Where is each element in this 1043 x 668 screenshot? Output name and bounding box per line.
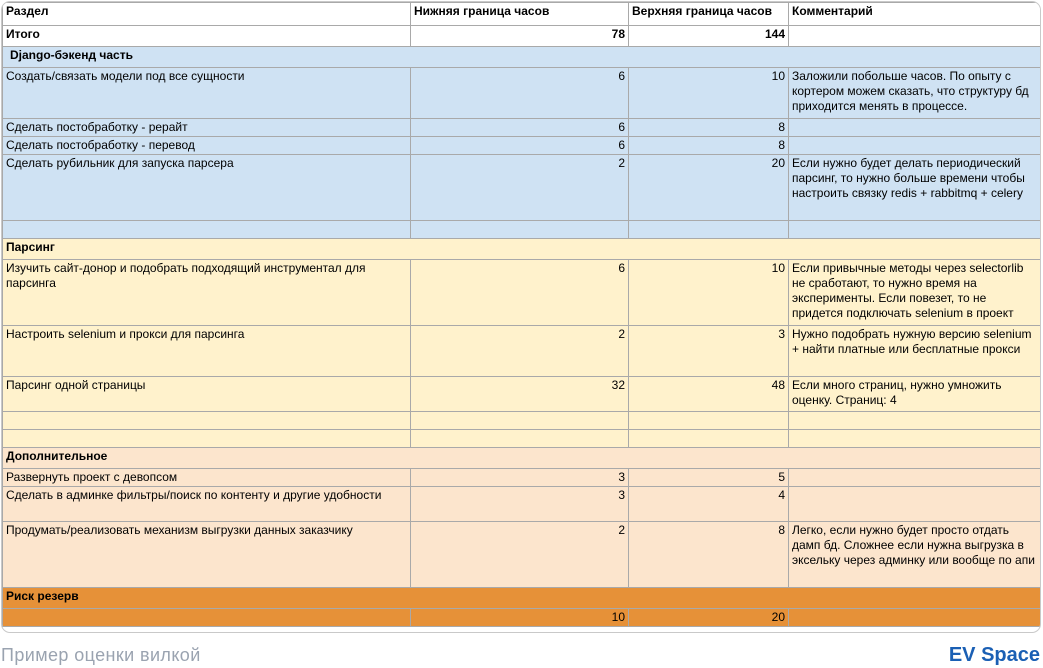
task-cell[interactable]: Настроить selenium и прокси для парсинга <box>3 326 411 377</box>
table-row <box>3 119 1042 137</box>
header-lower[interactable]: Нижняя граница часов <box>411 3 629 26</box>
lower-cell[interactable]: 2 <box>411 326 629 377</box>
section-title[interactable]: Парсинг <box>3 239 1042 260</box>
upper-cell[interactable]: 8 <box>629 522 789 588</box>
comment-cell[interactable]: Если нужно будет делать периодический парсинг, то нужно больше времени чтобы настроить связку redis + rabbitmq + celery <box>789 155 1042 221</box>
empty-cell[interactable] <box>411 412 629 430</box>
empty-cell[interactable] <box>3 412 411 430</box>
table-row <box>3 155 1042 221</box>
task-cell[interactable]: Продумать/реализовать механизм выгрузки данных заказчику <box>3 522 411 588</box>
table-row <box>3 68 1042 119</box>
header-section[interactable]: Раздел <box>3 3 411 26</box>
comment-cell[interactable]: Если привычные методы через selectorlib не сработают, то нужно время на эксперименты. Если повезет, то не придется подключать selenium в проект <box>789 260 1042 326</box>
upper-cell[interactable]: 4 <box>629 487 789 522</box>
task-cell[interactable]: Сделать постобработку - перевод <box>3 137 411 155</box>
upper-cell[interactable]: 10 <box>629 260 789 326</box>
lower-cell[interactable]: 2 <box>411 522 629 588</box>
section-title[interactable]: Риск резерв <box>3 588 1042 609</box>
section-extra-header <box>3 448 1042 469</box>
task-cell[interactable]: Развернуть проект с девопсом <box>3 469 411 487</box>
section-title[interactable]: Дополнительное <box>3 448 1042 469</box>
table-row <box>3 326 1042 377</box>
empty-cell[interactable] <box>629 412 789 430</box>
section-django-header <box>3 47 1042 68</box>
lower-cell[interactable]: 6 <box>411 137 629 155</box>
comment-cell[interactable]: Нужно подобрать нужную версию selenium + найти платные или бесплатные прокси <box>789 326 1042 377</box>
comment-cell[interactable] <box>789 119 1042 137</box>
lower-cell[interactable]: 6 <box>411 260 629 326</box>
upper-cell[interactable]: 8 <box>629 137 789 155</box>
empty-cell[interactable] <box>789 412 1042 430</box>
image-caption: Пример оценки вилкой <box>1 645 201 665</box>
lower-cell[interactable]: 32 <box>411 377 629 412</box>
total-upper[interactable]: 144 <box>629 26 789 47</box>
total-label[interactable]: Итого <box>3 26 411 47</box>
estimate-spreadsheet <box>1 1 1041 633</box>
total-lower[interactable]: 78 <box>411 26 629 47</box>
section-title[interactable]: Django-бэкенд часть <box>3 47 1042 68</box>
comment-cell[interactable] <box>789 609 1042 627</box>
comment-cell[interactable]: Заложили побольше часов. По опыту с кортером можем сказать, что структуру бд приходится менять в процессе. <box>789 68 1042 119</box>
task-cell[interactable]: Сделать в админке фильтры/поиск по контенту и другие удобности <box>3 487 411 522</box>
table-row <box>3 469 1042 487</box>
table-row <box>3 260 1042 326</box>
comment-cell[interactable] <box>789 469 1042 487</box>
upper-cell[interactable]: 48 <box>629 377 789 412</box>
table-row <box>3 377 1042 412</box>
lower-cell[interactable]: 3 <box>411 487 629 522</box>
comment-cell[interactable]: Если много страниц, нужно умножить оценку. Страниц: 4 <box>789 377 1042 412</box>
empty-cell[interactable] <box>411 221 629 239</box>
brand-logo: EV Space <box>948 644 1040 666</box>
empty-cell[interactable] <box>3 221 411 239</box>
lower-cell[interactable]: 2 <box>411 155 629 221</box>
task-cell[interactable]: Изучить сайт-донор и подобрать подходящий инструментал для парсинга <box>3 260 411 326</box>
task-cell[interactable] <box>3 609 411 627</box>
upper-cell[interactable]: 10 <box>629 68 789 119</box>
upper-cell[interactable]: 20 <box>629 155 789 221</box>
header-upper[interactable]: Верхняя граница часов <box>629 3 789 26</box>
lower-cell[interactable]: 10 <box>411 609 629 627</box>
empty-cell[interactable] <box>411 430 629 448</box>
upper-cell[interactable]: 5 <box>629 469 789 487</box>
table-row <box>3 137 1042 155</box>
empty-row <box>3 221 1042 239</box>
empty-cell[interactable] <box>629 221 789 239</box>
section-risk-header <box>3 588 1042 609</box>
header-comment[interactable]: Комментарий <box>789 3 1042 26</box>
empty-cell[interactable] <box>629 430 789 448</box>
comment-cell[interactable] <box>789 137 1042 155</box>
total-row <box>3 26 1042 47</box>
empty-cell[interactable] <box>3 430 411 448</box>
empty-cell[interactable] <box>789 221 1042 239</box>
task-cell[interactable]: Сделать рубильник для запуска парсера <box>3 155 411 221</box>
empty-row <box>3 412 1042 430</box>
table-row <box>3 609 1042 627</box>
section-parsing-header <box>3 239 1042 260</box>
lower-cell[interactable]: 3 <box>411 469 629 487</box>
lower-cell[interactable]: 6 <box>411 68 629 119</box>
comment-cell[interactable] <box>789 487 1042 522</box>
total-comment[interactable] <box>789 26 1042 47</box>
task-cell[interactable]: Сделать постобработку - рерайт <box>3 119 411 137</box>
empty-row <box>3 430 1042 448</box>
table-row <box>3 487 1042 522</box>
upper-cell[interactable]: 3 <box>629 326 789 377</box>
comment-cell[interactable]: Легко, если нужно будет просто отдать дамп бд. Сложнее если нужна выгрузка в эксельку через админку или вообще по апи <box>789 522 1042 588</box>
task-cell[interactable]: Парсинг одной страницы <box>3 377 411 412</box>
task-cell[interactable]: Создать/связать модели под все сущности <box>3 68 411 119</box>
header-row <box>3 3 1042 26</box>
upper-cell[interactable]: 8 <box>629 119 789 137</box>
upper-cell[interactable]: 20 <box>629 609 789 627</box>
table-row <box>3 522 1042 588</box>
estimate-table <box>2 2 1041 627</box>
empty-cell[interactable] <box>789 430 1042 448</box>
lower-cell[interactable]: 6 <box>411 119 629 137</box>
